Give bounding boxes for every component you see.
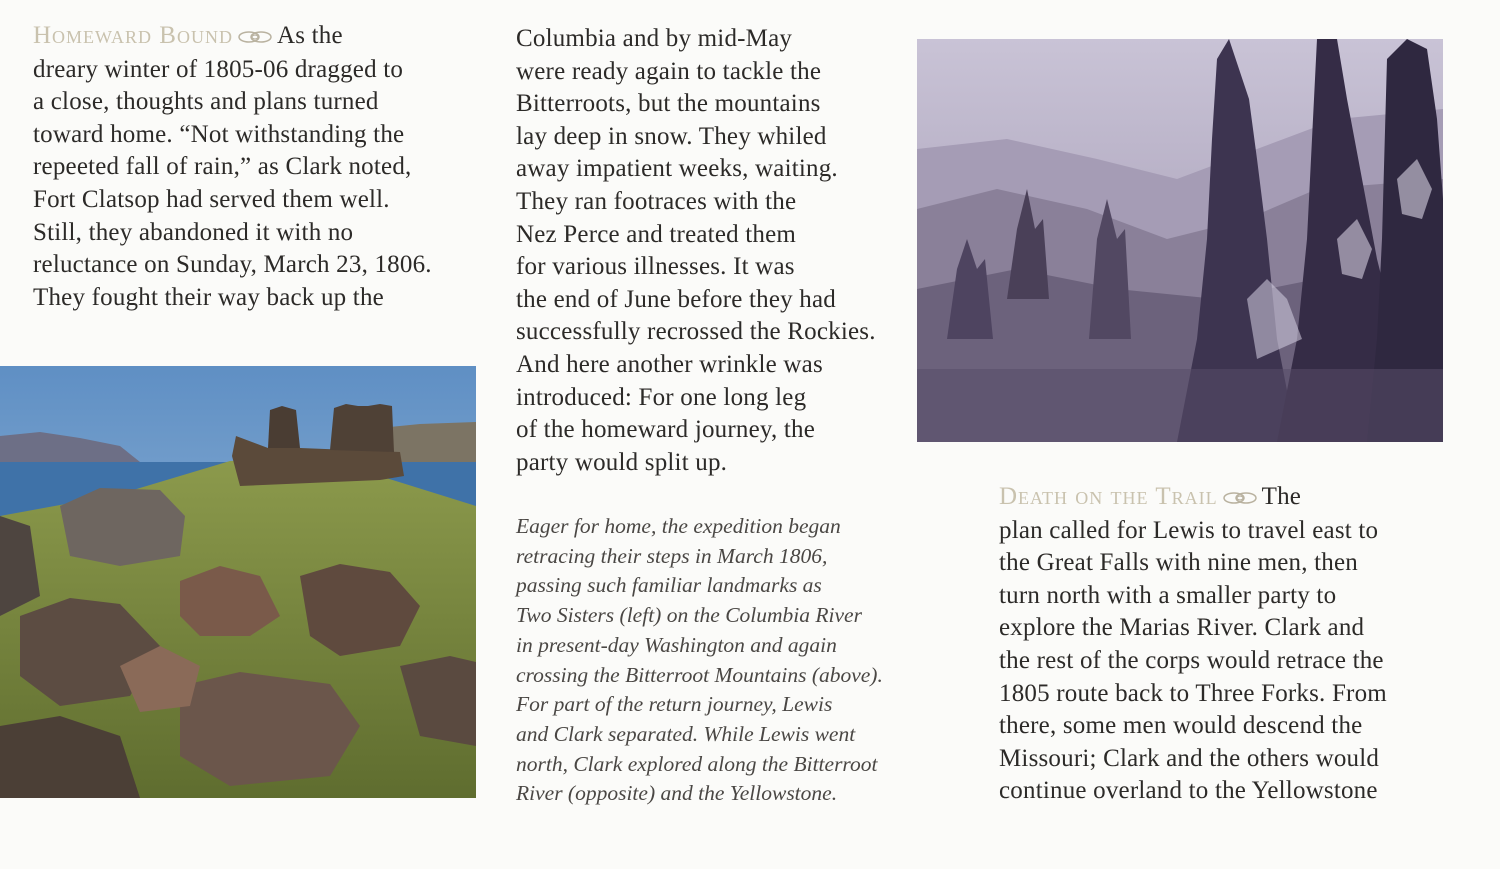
death-on-the-trail-heading: Death on the Trail <box>999 483 1218 510</box>
middle-text-line: were ready again to tackle the <box>516 57 822 85</box>
death-text-line: continue overland to the Yellowstone <box>999 777 1378 805</box>
middle-text-line: party would split up. <box>516 448 728 476</box>
death-text-line: plan called for Lewis to travel east to <box>999 516 1379 544</box>
middle-text-line: They ran footraces with the <box>516 187 797 215</box>
homeward-text-line: a close, thoughts and plans turned <box>33 88 379 116</box>
death-text-line: explore the Marias River. Clark and <box>999 614 1365 642</box>
homeward-text-line: reluctance on Sunday, March 23, 1806. <box>33 251 432 279</box>
middle-text-line: introduced: For one long leg <box>516 383 807 411</box>
homeward-text-line: Fort Clatsop had served them well. <box>33 185 390 213</box>
middle-text-line: successfully recrossed the Rockies. <box>516 318 876 346</box>
middle-text-line: the end of June before they had <box>516 285 836 313</box>
caption-line: and Clark separated. While Lewis went <box>516 721 856 746</box>
middle-text-line: lay deep in snow. They whiled <box>516 122 827 150</box>
death-text-line: the rest of the corps would retrace the <box>999 646 1384 674</box>
death-text-line: The <box>1261 483 1302 510</box>
homeward-text-line: Still, they abandoned it with no <box>33 218 354 246</box>
ornament-icon <box>237 21 273 54</box>
ornament-icon <box>1222 482 1258 515</box>
middle-text-line: Columbia and by mid-May <box>516 25 793 52</box>
photo-caption <box>516 512 883 809</box>
homeward-text-line: toward home. “Not withstanding the <box>33 120 405 148</box>
caption-line: north, Clark explored along the Bitterroot <box>516 751 878 776</box>
death-on-the-trail-section <box>999 481 1387 808</box>
death-text-line: there, some men would descend the <box>999 712 1363 740</box>
homeward-text-line: As the <box>276 22 343 49</box>
caption-line: Two Sisters (left) on the Columbia River <box>516 603 862 628</box>
middle-text-line: Bitterroots, but the mountains <box>516 90 821 118</box>
bitterroot-mountains-photo <box>917 39 1443 442</box>
homeward-text-line: repeeted fall of rain,” as Clark noted, <box>33 153 412 181</box>
homeward-text-line: dreary winter of 1805-06 dragged to <box>33 55 404 83</box>
homeward-continued-section <box>516 23 876 479</box>
homeward-bound-heading: Homeward Bound <box>33 22 233 49</box>
caption-line: Eager for home, the expedition began <box>516 514 841 538</box>
death-first-line <box>999 481 1387 515</box>
caption-line: passing such familiar landmarks as <box>516 573 822 598</box>
middle-text-line: of the homeward journey, the <box>516 416 816 444</box>
caption-line: For part of the return journey, Lewis <box>516 692 833 717</box>
middle-text-line: for various illnesses. It was <box>516 253 795 281</box>
caption-line: River (opposite) and the Yellowstone. <box>516 781 838 806</box>
caption-line: retracing their steps in March 1806, <box>516 543 828 568</box>
death-text-line: the Great Falls with nine men, then <box>999 549 1359 577</box>
death-text-line: Missouri; Clark and the others would <box>999 744 1380 772</box>
caption-line: crossing the Bitterroot Mountains (above). <box>516 662 883 687</box>
death-text-line: turn north with a smaller party to <box>999 581 1337 609</box>
middle-text-line: Nez Perce and treated them <box>516 220 797 248</box>
homeward-first-line <box>33 20 432 54</box>
caption-line: in present-day Washington and again <box>516 632 837 657</box>
middle-text-line: away impatient weeks, waiting. <box>516 155 838 183</box>
middle-text-line: And here another wrinkle was <box>516 350 823 378</box>
death-text-line: 1805 route back to Three Forks. From <box>999 679 1387 707</box>
homeward-bound-section <box>33 20 432 314</box>
two-sisters-photo <box>0 366 476 798</box>
homeward-text-line: They fought their way back up the <box>33 283 384 311</box>
